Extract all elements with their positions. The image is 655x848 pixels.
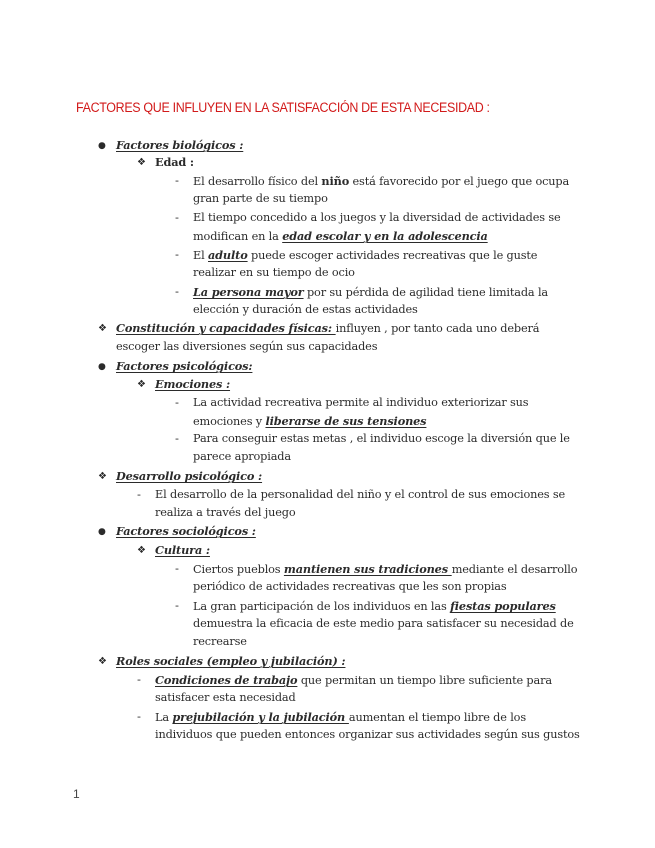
list-item-continuation: gran parte de su tiempo [193,192,328,205]
list-item-continuation: escoger las diversiones según sus capacidades [116,340,378,353]
dash-bullet-icon: - [175,248,179,261]
section-heading-roles: Roles sociales (empleo y jubilación) : [116,654,346,668]
dash-bullet-icon: - [175,599,179,612]
dash-bullet-icon: - [137,710,141,723]
list-item: Ciertos pueblos mantienen sus tradiciones mediante el desarrollo [193,562,578,576]
section-heading-biologicos: Factores biológicos : [116,138,244,152]
dash-bullet-icon: - [175,562,179,575]
list-item: El desarrollo físico del niño está favorecido por el juego que ocupa [193,174,570,188]
diamond-bullet-icon: ❖ [98,323,107,334]
diamond-bullet-icon: ❖ [137,545,146,556]
list-item-continuation: realizar en su tiempo de ocio [193,266,355,279]
list-item-continuation: modifican en la edad escolar y en la adolescencia [193,229,488,243]
list-item: La gran participación de los individuos en las fiestas populares [193,599,556,613]
diamond-bullet-icon: ❖ [137,157,146,168]
dash-bullet-icon: - [175,285,179,298]
bullet-icon: ● [98,527,106,537]
list-item: La actividad recreativa permite al individuo exteriorizar sus [193,396,529,409]
dash-bullet-icon: - [175,396,179,409]
diamond-bullet-icon: ❖ [98,656,107,667]
list-item: Para conseguir estas metas , el individuo escoge la diversión que le [193,432,570,445]
list-item: La persona mayor por su pérdida de agilidad tiene limitada la [193,285,549,299]
list-item-continuation: recrearse [193,635,247,648]
section-heading-sociologicos: Factores sociológicos : [116,524,256,538]
dash-bullet-icon: - [137,488,141,501]
list-item-continuation: parece apropiada [193,450,291,463]
list-item-continuation: individuos que pueden entonces organizar sus actividades según sus gustos [155,728,580,741]
dash-bullet-icon: - [137,673,141,686]
list-item-continuation: realiza a través del juego [155,506,296,519]
section-heading-psicologicos: Factores psicológicos: [116,359,253,373]
page-number: 1 [73,787,80,801]
section-heading-desarrollo: Desarrollo psicológico : [116,469,263,483]
list-item: La prejubilación y la jubilación aumentan el tiempo libre de los [155,710,526,724]
list-item-continuation: emociones y liberarse de sus tensiones [193,414,427,428]
dash-bullet-icon: - [175,174,179,187]
list-item-continuation: elección y duración de estas actividades [193,303,418,316]
list-item: Condiciones de trabajo que permitan un tiempo libre suficiente para [155,673,552,687]
dash-bullet-icon: - [175,432,179,445]
list-item-continuation: satisfacer esta necesidad [155,691,296,704]
subheading-cultura: Cultura : [155,543,210,557]
section-heading-constitucion: Constitución y capacidades físicas: influyen , por tanto cada uno deberá [116,321,540,335]
subheading-emociones: Emociones : [155,377,231,391]
list-item-continuation: demuestra la eficacia de este medio para satisfacer su necesidad de [193,617,574,630]
bullet-icon: ● [98,141,106,151]
page-title: FACTORES QUE INFLUYEN EN LA SATISFACCIÓN DE ESTA NECESIDAD : [76,100,490,115]
diamond-bullet-icon: ❖ [137,379,146,390]
subheading-edad: Edad : [155,155,194,169]
list-item: El tiempo concedido a los juegos y la diversidad de actividades se [193,211,561,224]
list-item: El adulto puede escoger actividades recreativas que le guste [193,248,538,262]
diamond-bullet-icon: ❖ [98,471,107,482]
dash-bullet-icon: - [175,211,179,224]
list-item: El desarrollo de la personalidad del niño y el control de sus emociones se [155,488,566,501]
bullet-icon: ● [98,362,106,372]
list-item-continuation: periódico de actividades recreativas que les son propias [193,580,507,593]
